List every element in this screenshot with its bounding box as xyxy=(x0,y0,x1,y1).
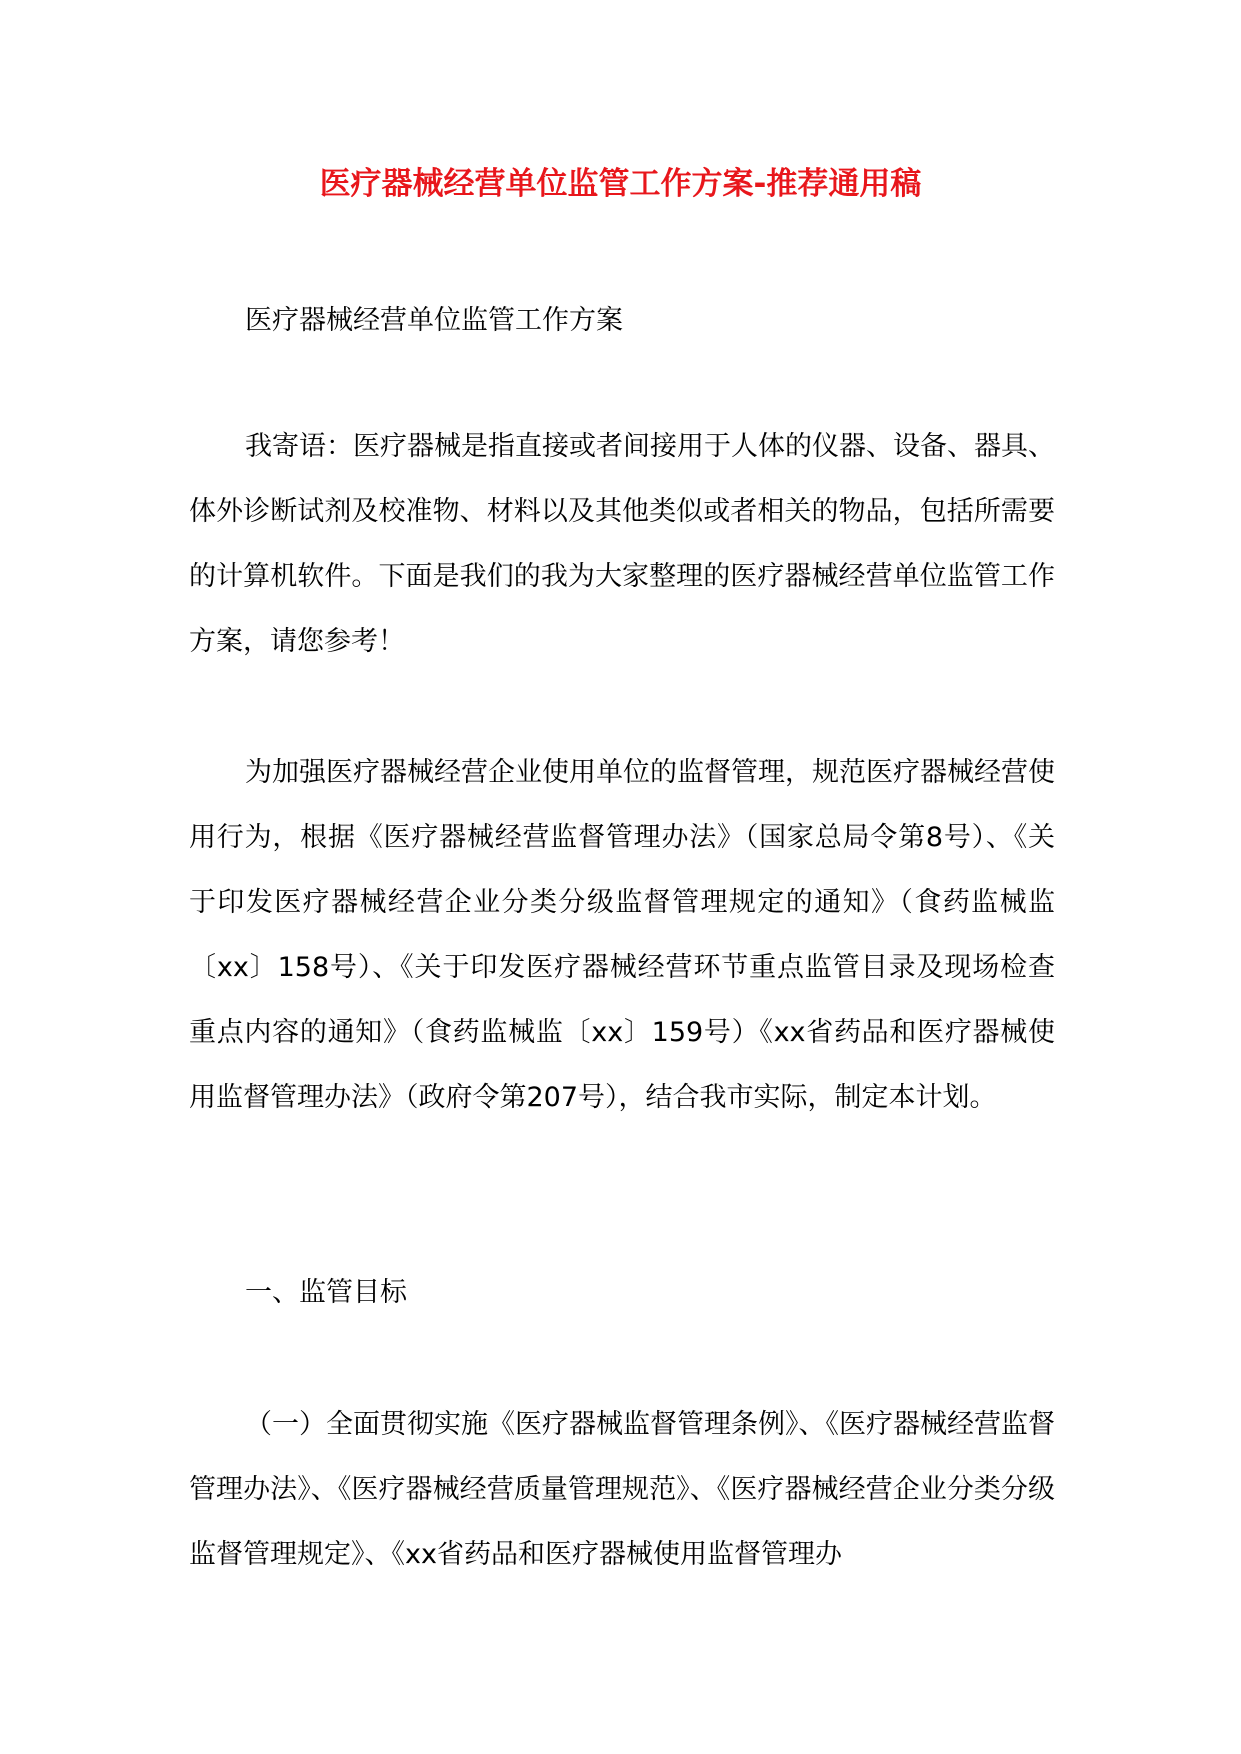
section-heading-1: 一、监管目标 xyxy=(245,1277,407,1308)
document-title: 医疗器械经营单位监管工作方案-推荐通用稿 xyxy=(319,166,922,202)
document-subtitle: 医疗器械经营单位监管工作方案 xyxy=(245,305,623,336)
body-paragraph-2: （一）全面贯彻实施《医疗器械监督管理条例》、《医疗器械经营监督管理办法》、《医疗器械经营质量管理规范》、《医疗器械经营企业分类分级监督管理规定》、《xx省药品和医疗器械使用监督管理办 xyxy=(189,1409,1055,1570)
intro-paragraph: 我寄语：医疗器械是指直接或者间接用于人体的仪器、设备、器具、体外诊断试剂及校准物、材料以及其他类似或者相关的物品，包括所需要的计算机软件。下面是我们的我为大家整理的医疗器械经营单位监管工作方案，请您参考！ xyxy=(189,431,1055,657)
body-paragraph-1: 为加强医疗器械经营企业使用单位的监督管理，规范医疗器械经营使用行为，根据《医疗器械经营监督管理办法》（国家总局令第8号）、《关于印发医疗器械经营企业分类分级监督管理规定的通知》（食药监械监〔xx〕158号）、《关于印发医疗器械经营环节重点监管目录及现场检查重点内容的通知》（食药监械监〔xx〕159号）《xx省药品和医疗器械使用监督管理办法》（政府令第207号），结合我市实际，制定本计划。 xyxy=(189,757,1055,1113)
